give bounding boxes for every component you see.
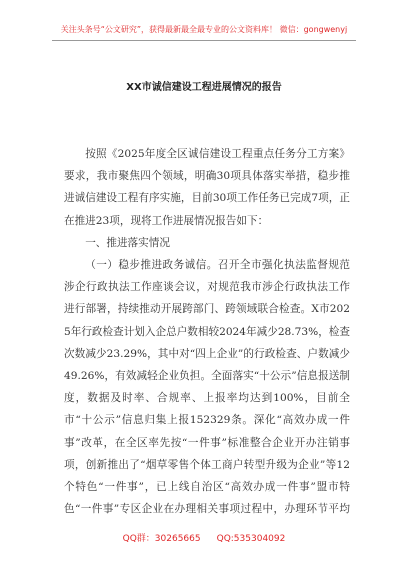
- header-promo-text: 关注头条号“公文研究”，获得最新最全最专业的公文资料库！ 微信：gongwenyj: [60, 25, 348, 34]
- item-paragraph: （一）稳步推进政务诚信。召开全市强化执法监督规范涉企行政执法工作座谈会议，对规范我市涉企行政执法工作进行部署，持续推动开展跨部门、跨领域联合检查。X市2025年行政检查计划入企总户数相较2024年减少28.73%，检查次数减少23.29%，其中对“四上企业”的行政检查、户数减少49.26%，有效减轻企业负担。全面落实“十公示”信息报送制度，数据及时率、合规率、上报率均达到100%，目前全市“十公示”信息归集上报152329条。深化“高效办成一件事”改革，在全区率先按“一件事”标准整合企业开办注销事项，创新推出了“烟草零售个体工商户转型升级为企业”等12个特色“一件事”，已上线自治区“高效办成一件事”盟市特色“一件事”专区企业在办理相关事项过程中，办理环节平均: [64, 259, 350, 516]
- footer-qq-group: QQ群：30265665: [122, 534, 201, 544]
- document-title: XX市诚信建设工程进展情况的报告: [126, 82, 282, 93]
- footer-qq: QQ:535304092: [216, 534, 286, 544]
- header-divider: [52, 40, 356, 41]
- intro-paragraph: 按照《2025年度全区诚信建设工程重点任务分工方案》要求，我市聚焦四个领域，明确30项具体落实举措，稳步推进诚信建设工程有序实施，目前30项工作任务已完成7项，正在推进23项，现将工作进展情况报告如下：: [64, 148, 350, 227]
- section-heading: 一、推进落实情况: [85, 236, 170, 249]
- footer-contact: [0, 531, 408, 544]
- document-body: [64, 143, 350, 523]
